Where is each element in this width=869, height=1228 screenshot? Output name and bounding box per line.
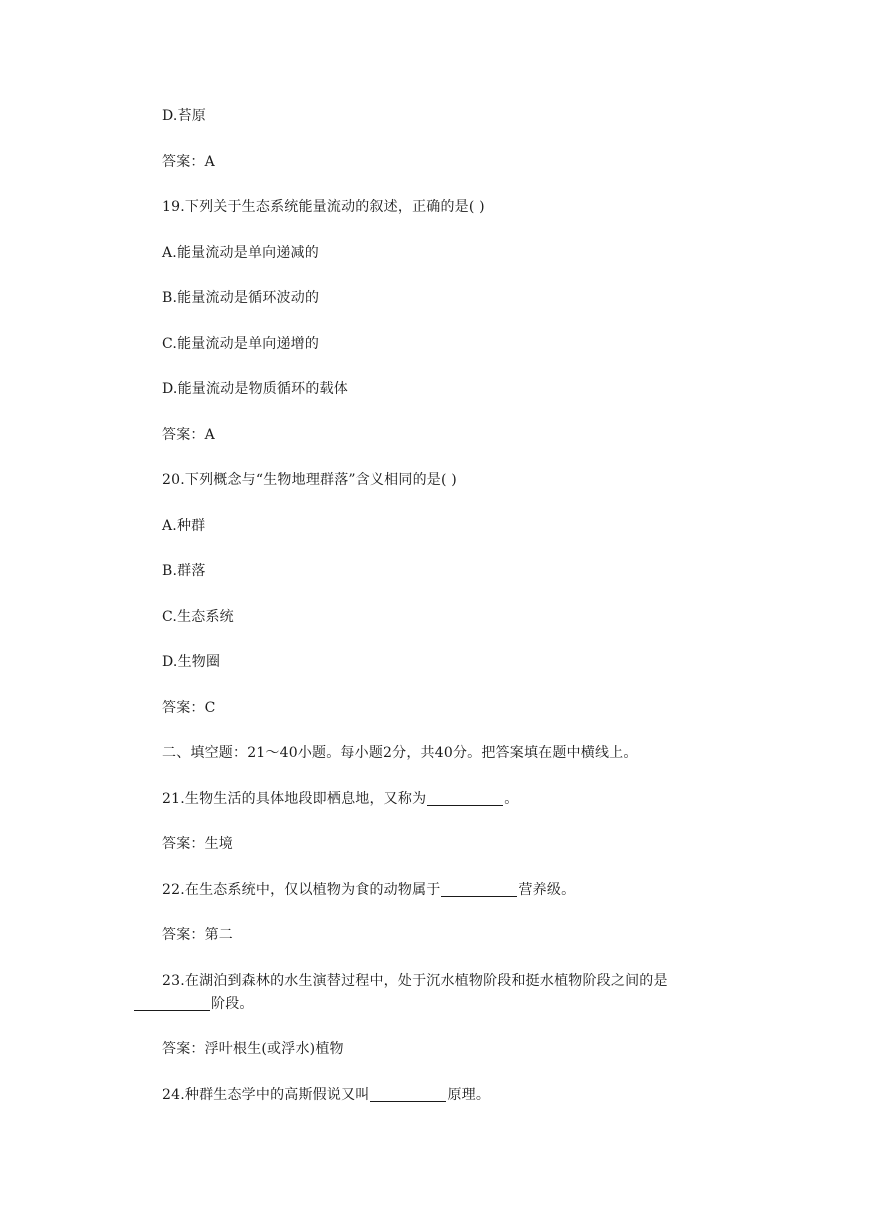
q20-option-c: C.生态系统 — [162, 609, 234, 625]
q19-option-a: A.能量流动是单向递减的 — [162, 245, 319, 261]
q23-question: 23.在湖泊到森林的水生演替过程中，处于沉水植物阶段和挺水植物阶段之间的是 — [162, 973, 668, 989]
q18-answer: 答案：A — [162, 154, 215, 170]
q19-answer: 答案：A — [162, 427, 215, 443]
q23-question-cont — [133, 995, 254, 1013]
answer-blank — [427, 791, 503, 806]
answer-blank — [134, 996, 210, 1011]
section-two-heading: 二、填空题：21～40小题。每小题2分，共40分。把答案填在题中横线上。 — [162, 745, 638, 761]
answer-blank — [370, 1087, 446, 1102]
q21-answer: 答案：生境 — [162, 836, 233, 852]
q20-option-a: A.种群 — [162, 518, 206, 534]
q22-answer: 答案：第二 — [162, 927, 233, 943]
q19-option-c: C.能量流动是单向递增的 — [162, 336, 320, 352]
q19-option-b: B.能量流动是循环波动的 — [162, 290, 320, 306]
q24-text: 24.种群生态学中的高斯假说又叫 — [162, 1087, 370, 1103]
q24-question — [162, 1086, 490, 1104]
q22-text-end: 营养级。 — [518, 882, 576, 898]
q20-answer: 答案：C — [162, 700, 216, 716]
q20-option-d: D.生物圈 — [162, 654, 221, 670]
q19-question: 19.下列关于生态系统能量流动的叙述，正确的是( ) — [162, 199, 485, 215]
q22-text: 22.在生态系统中，仅以植物为食的动物属于 — [162, 882, 441, 898]
q23-text-end: 阶段。 — [211, 996, 254, 1012]
q24-text-end: 原理。 — [447, 1087, 491, 1103]
q18-option-d: D.苔原 — [162, 108, 206, 124]
q20-option-b: B.群落 — [162, 563, 206, 579]
q20-question: 20.下列概念与“生物地理群落”含义相同的是( ) — [162, 472, 457, 488]
q22-question — [162, 881, 575, 899]
q21-text-end: 。 — [504, 791, 519, 807]
answer-blank — [441, 882, 517, 897]
q19-option-d: D.能量流动是物质循环的载体 — [162, 381, 348, 397]
q23-answer: 答案：浮叶根生(或浮水)植物 — [162, 1041, 344, 1057]
q21-text: 21.生物生活的具体地段即栖息地，又称为 — [162, 791, 427, 807]
q21-question — [162, 790, 518, 808]
